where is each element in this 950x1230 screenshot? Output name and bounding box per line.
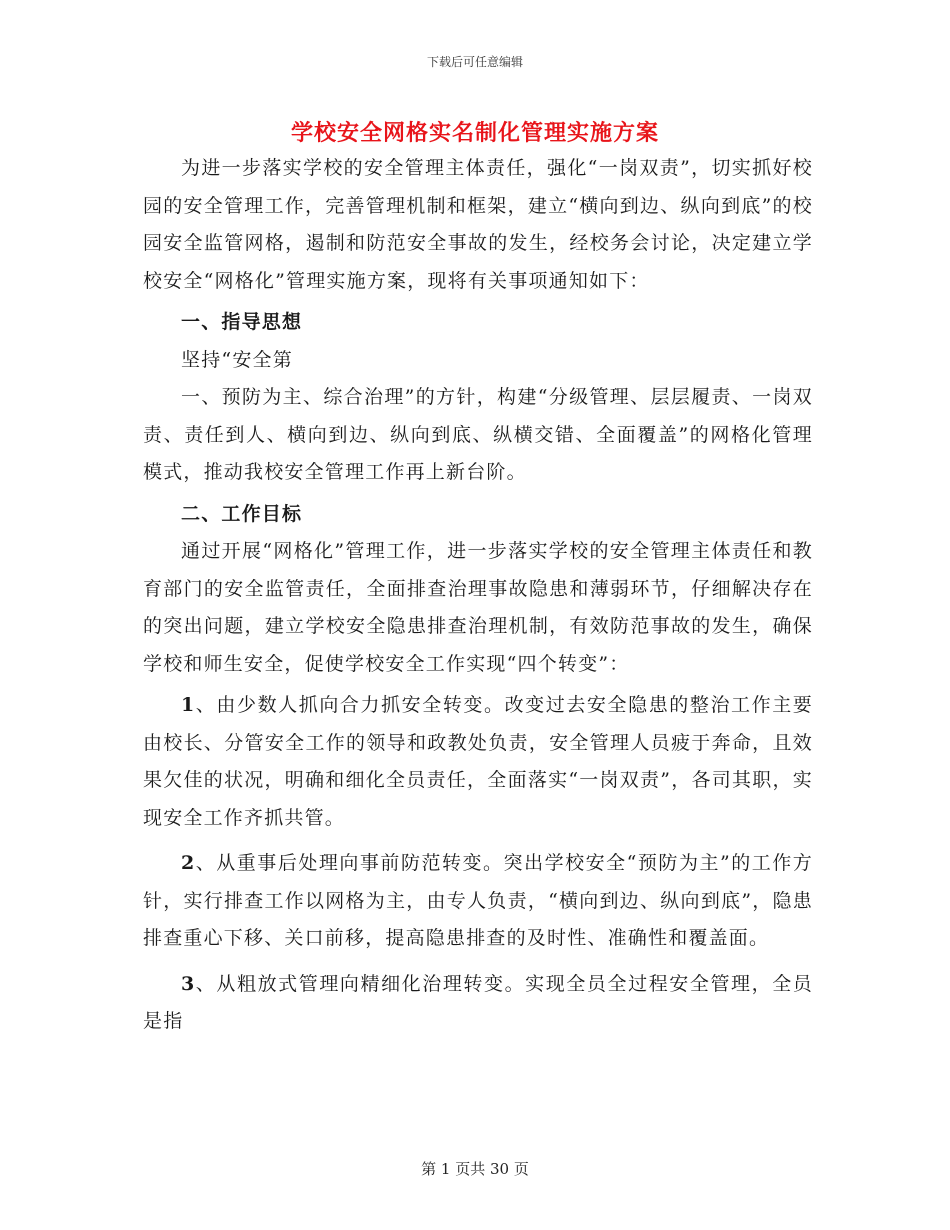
section-heading-guiding-ideology: 一、指导思想 (181, 311, 303, 333)
list-item-2 (143, 845, 813, 958)
document-title: 学校安全网格实名制化管理实施方案 (290, 120, 659, 146)
list-item-1 (143, 687, 813, 837)
list-item-2-text: 、从重事后处理向事前防范转变。突出学校安全“预防为主”的工作方针，实行排查工作以网格为主，由专人负责，“横向到边、纵向到底”，隐患排查重心下移、关口前移，提高隐患排查的及时性、准确性和覆盖面。 (143, 852, 813, 949)
document-body (143, 150, 813, 1041)
list-item-3-number: 3 (181, 972, 196, 995)
list-item-1-text: 、由少数人抓向合力抓安全转变。改变过去安全隐患的整治工作主要由校长、分管安全工作的领导和政教处负责，安全管理人员疲于奔命，且效果欠佳的状况，明确和细化全员责任，全面落实“一岗双责”，各司其职，实现安全工作齐抓共管。 (143, 694, 813, 829)
list-item-3-text: 、从粗放式管理向精细化治理转变。实现全员全过程安全管理，全员是指 (143, 972, 813, 1032)
page-footer: 第 1 页共 30 页 (421, 1160, 529, 1178)
list-item-1-number: 1 (181, 694, 196, 716)
paragraph-work-goals: 通过开展“网格化”管理工作，进一步落实学校的安全管理主体责任和教育部门的安全监管责任，全面排查治理事故隐患和薄弱环节，仔细解决存在的突出问题，建立学校安全隐患排查治理机制，有效防范事故的发生，确保学校和师生安全，促使学校安全工作实现“四个转变”： (143, 540, 813, 675)
list-item-2-number: 2 (181, 852, 196, 874)
paragraph-guiding-ideology-b: 一、预防为主、综合治理”的方针，构建“分级管理、层层履责、一岗双责、责任到人、横向到边、纵向到底、纵横交错、全面覆盖”的网格化管理模式，推动我校安全管理工作再上新台阶。 (143, 386, 813, 483)
header-note: 下载后可任意编辑 (426, 55, 523, 69)
section-heading-work-goals: 二、工作目标 (181, 502, 303, 525)
paragraph-guiding-ideology-a: 坚持“安全第 (181, 348, 293, 371)
list-item-3 (143, 966, 813, 1041)
intro-paragraph: 为进一步落实学校的安全管理主体责任，强化“一岗双责”，切实抓好校园的安全管理工作，完善管理机制和框架，建立“横向到边、纵向到底”的校园安全监管网格，遏制和防范安全事故的发生，经校务会讨论，决定建立学校安全“网格化”管理实施方案，现将有关事项通知如下： (143, 157, 813, 292)
